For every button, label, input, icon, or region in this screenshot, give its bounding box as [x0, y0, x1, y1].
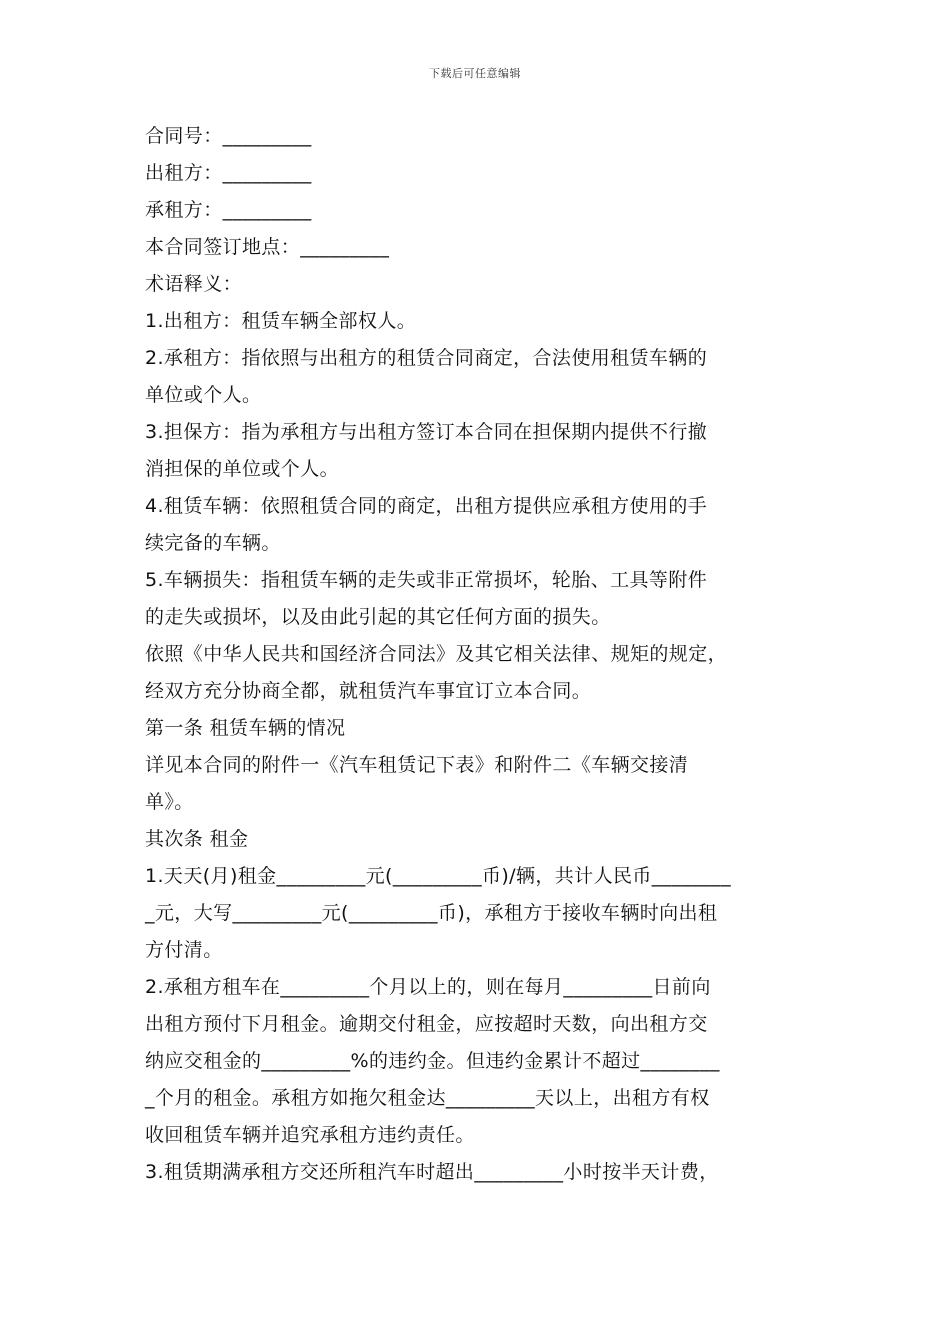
rent-clause-2-line-3: 纳应交租金的_________%的违约金。但违约金累计不超过________ — [145, 1050, 720, 1072]
definition-vehicle-line-2: 续完备的车辆。 — [145, 532, 281, 554]
article-1-text-line-1: 详见本合同的附件一《汽车租赁记下表》和附件二《车辆交接清 — [145, 754, 689, 776]
article-2-heading: 其次条 租金 — [145, 828, 249, 850]
rent-clause-2-line-5: 收回租赁车辆并追究承租方违约责任。 — [145, 1124, 475, 1146]
definition-vehicle-line-1: 4.租赁车辆：依照租赁合同的商定，出租方提供应承租方使用的手 — [145, 495, 708, 517]
lessee-line: 承租方：_________ — [145, 199, 312, 221]
definition-lessee-line-2: 单位或个人。 — [145, 384, 262, 406]
contract-body — [145, 118, 810, 1191]
lessor-line: 出租方：_________ — [145, 162, 312, 184]
legal-basis-line-1: 依照《中华人民共和国经济合同法》及其它相关法律、规矩的规定， — [145, 643, 728, 665]
definition-guarantor-line-1: 3.担保方：指为承租方与出租方签订本合同在担保期内提供不行撤 — [145, 421, 708, 443]
rent-clause-1-line-2: _元，大写_________元(_________币)，承租方于接收车辆时向出租 — [145, 902, 718, 924]
definition-lessee-line-1: 2.承租方：指依照与出租方的租赁合同商定，合法使用租赁车辆的 — [145, 347, 708, 369]
contract-number-line: 合同号：_________ — [145, 125, 312, 147]
definition-loss-line-1: 5.车辆损失：指租赁车辆的走失或非正常损坏，轮胎、工具等附件 — [145, 569, 708, 591]
page-header: 下载后可任意编辑 — [429, 67, 521, 80]
legal-basis-line-2: 经双方充分协商全都，就租赁汽车事宜订立本合同。 — [145, 680, 592, 702]
article-1-text-line-2: 单》。 — [145, 791, 194, 813]
rent-clause-1-line-3: 方付清。 — [145, 939, 223, 961]
definition-lessor: 1.出租方：租赁车辆全部权人。 — [145, 310, 417, 332]
definition-guarantor-line-2: 消担保的单位或个人。 — [145, 458, 340, 480]
rent-clause-3-line-1: 3.租赁期满承租方交还所租汽车时超出_________小时按半天计费， — [145, 1161, 719, 1183]
definitions-heading: 术语释义： — [145, 273, 243, 295]
rent-clause-2-line-2: 出租方预付下月租金。逾期交付租金，应按超时天数，向出租方交 — [145, 1013, 708, 1035]
rent-clause-1-line-1: 1.天天(月)租金_________元(_________币)/辆，共计人民币________ — [145, 865, 731, 887]
rent-clause-2-line-4: _个月的租金。承租方如拖欠租金达_________天以上，出租方有权 — [145, 1087, 710, 1109]
article-1-heading: 第一条 租赁车辆的情况 — [145, 717, 346, 739]
rent-clause-2-line-1: 2.承租方租车在_________个月以上的，则在每月_________日前向 — [145, 976, 711, 998]
definition-loss-line-2: 的走失或损坏，以及由此引起的其它任何方面的损失。 — [145, 606, 611, 628]
signing-place-line: 本合同签订地点：_________ — [145, 236, 390, 258]
